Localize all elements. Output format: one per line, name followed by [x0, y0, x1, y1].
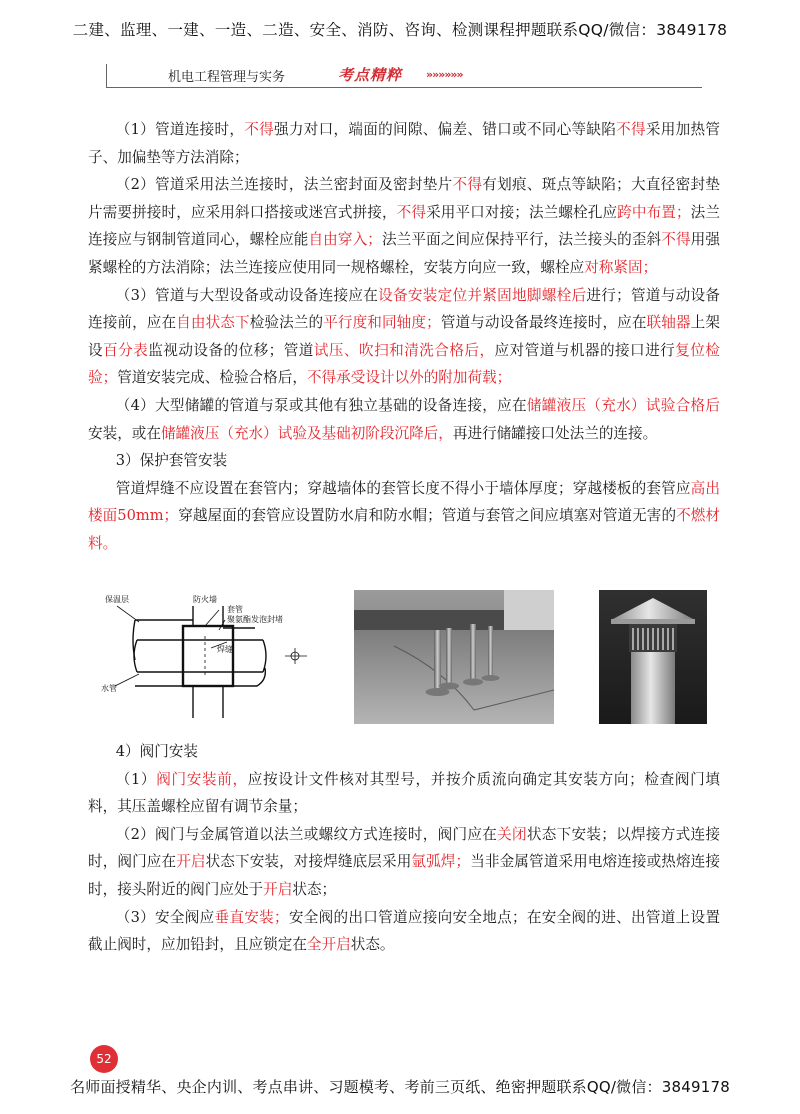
heading-sleeve: 3）保护套管安装 [115, 452, 228, 470]
heading-valve: 4）阀门安装 [115, 743, 198, 760]
paragraph-valve-state: （2）阀门与金属管道以法兰或螺纹方式连接时，阀门应在关闭状态下安装；以焊接方式连接时，阀门应在开启状态下安装，对接焊缝底层采用氩弧焊；当非金属管道采用电熔连接或热熔连接时，接头附近的阀门应处于开启状态； [88, 825, 720, 898]
page-number: 52 [90, 1045, 118, 1073]
label-firewall: 防火墙 [193, 595, 217, 604]
label-sleeve: 套管 [227, 605, 243, 614]
main-content [88, 116, 720, 558]
header-arrows: »»»»»» [426, 68, 463, 81]
label-insulation: 保温层 [105, 595, 129, 604]
label-seal: 聚氨酯发泡封堵 [227, 615, 283, 624]
label-pipe: 水管 [101, 684, 117, 693]
header-rule [106, 87, 702, 88]
paragraph-pipe-connection: （1）管道连接时，不得强力对口，端面的间隙、偏差、错口或不同心等缺陷不得采用加热管子、加偏垫等方法消除； [88, 121, 720, 166]
top-banner: 二建、监理、一建、一造、二造、安全、消防、咨询、检测课程押题联系QQ/微信：3849178 [72, 21, 728, 39]
valve-section [88, 738, 720, 959]
sleeve-diagram [95, 590, 315, 726]
figure-row [95, 590, 715, 726]
header-tag: 考点精粹 [338, 66, 403, 84]
paragraph-safety-valve: （3）安全阀应垂直安装；安全阀的出口管道应接向安全地点；在安全阀的进、出管道上设置截止阀时，应加铅封，且应锁定在全开启状态。 [88, 908, 720, 954]
paragraph-sleeve: 管道焊缝不应设置在套管内；穿越墙体的套管长度不得小于墙体厚度；穿越楼板的套管应高出楼面50mm；穿越屋面的套管应设置防水肩和防水帽；管道与套管之间应填塞对管道无害的不燃材料。 [88, 479, 720, 552]
roof-sleeve-photo [354, 590, 554, 724]
paragraph-flange-connection: （2）管道采用法兰连接时，法兰密封面及密封垫片不得有划痕、斑点等缺陷；大直径密封垫片需要拼接时，应采用斜口搭接或迷宫式拼接，不得采用平口对接；法兰螺栓孔应跨中布置；法兰连接应与钢制管道同心，螺栓应能自由穿入；法兰平面之间应保持平行，法兰接头的歪斜不得用强紧螺栓的方法消除；法兰连接应使用同一规格螺栓，安装方向应一致，螺栓应对称紧固； [88, 176, 720, 276]
label-weld: 焊缝 [217, 645, 233, 654]
paragraph-tank-connection: （4）大型储罐的管道与泵或其他有独立基础的设备连接，应在储罐液压（充水）试验合格后安装，或在储罐液压（充水）试验及基础初阶段沉降后，再进行储罐接口处法兰的连接。 [88, 396, 720, 442]
header-title: 机电工程管理与实务 [168, 70, 286, 85]
bottom-banner: 名师面授精华、央企内训、考点串讲、习题模考、考前三页纸、绝密押题联系QQ/微信：3849178 [70, 1078, 730, 1096]
page-header [106, 64, 696, 86]
vent-cap-photo [599, 590, 707, 724]
paragraph-valve-check: （1）阀门安装前，应按设计文件核对其型号，并按介质流向确定其安装方向；检查阀门填料，其压盖螺栓应留有调节余量； [88, 770, 720, 816]
paragraph-equipment-connection: （3）管道与大型设备或动设备连接应在设备安装定位并紧固地脚螺栓后进行；管道与动设备连接前，应在自由状态下检验法兰的平行度和同轴度；管道与动设备最终连接时，应在联轴器上架设百分表监视动设备的位移；管道试压、吹扫和清洗合格后，应对管道与机器的接口进行复位检验；管道安装完成、检验合格后，不得承受设计以外的附加荷载； [88, 286, 720, 387]
